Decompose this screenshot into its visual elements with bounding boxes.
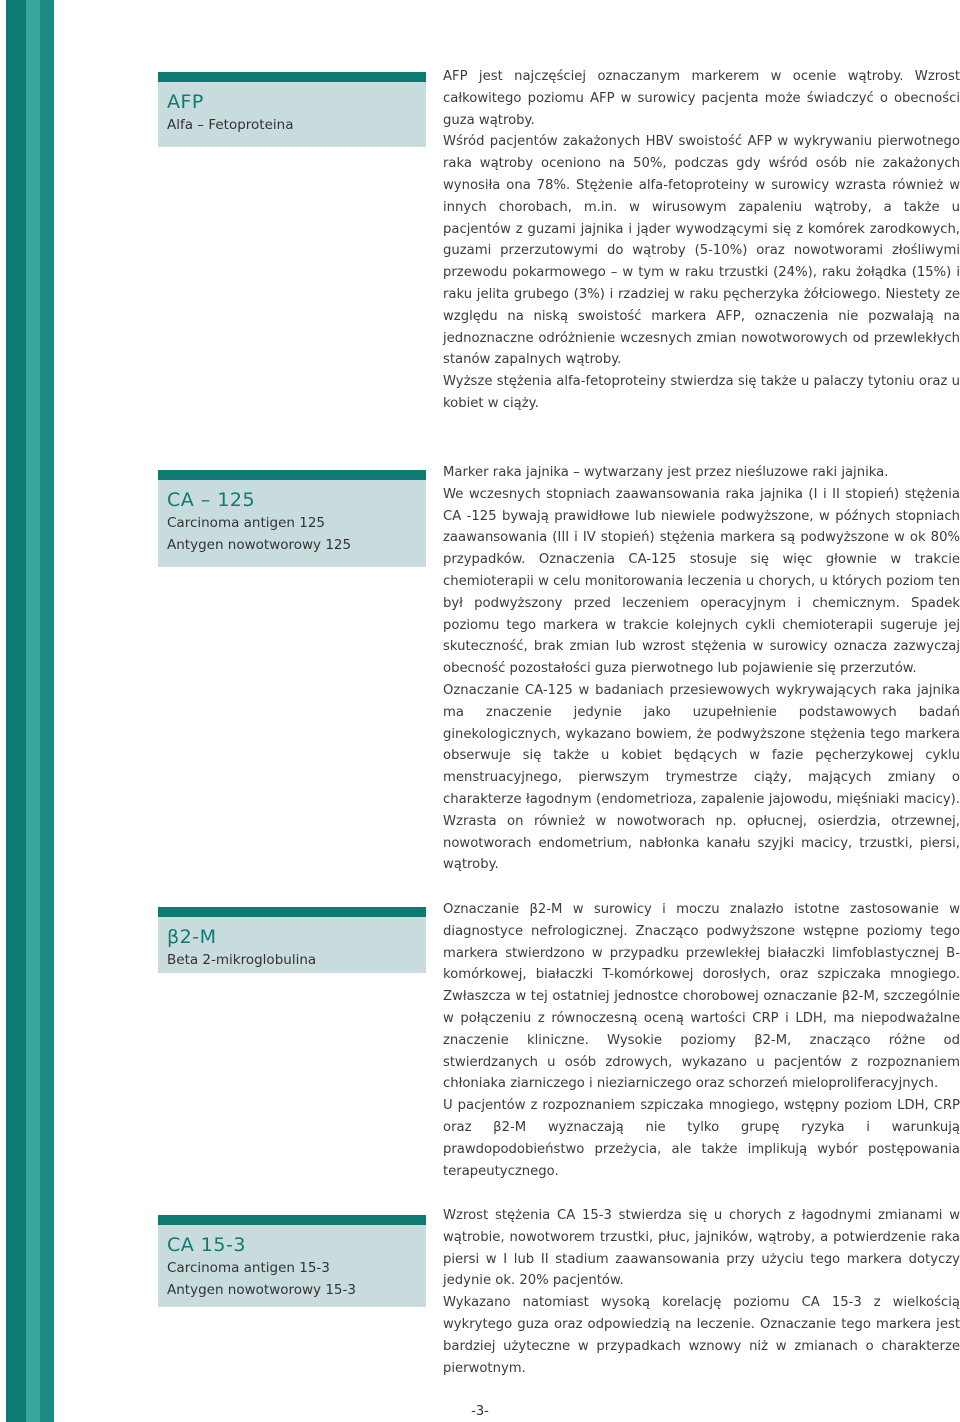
marker-label-afp <box>158 72 426 147</box>
marker-title: AFP <box>167 91 204 113</box>
page-number: -3- <box>471 1404 489 1419</box>
marker-title: CA 15-3 <box>167 1234 246 1256</box>
marker-description-ca125 <box>443 462 960 876</box>
marker-subtitle: Antygen nowotworowy 125 <box>167 537 352 553</box>
marker-description-afp <box>443 66 960 415</box>
marker-title: CA – 125 <box>167 489 256 511</box>
paragraph: Wśród pacjentów zakażonych HBV swoistość AFP w wykrywaniu pierwotnego raka wątroby oceniono na 50%, podczas gdy wśród osób nie zakażonych wynosiła ona 78%. Stężenie alfa-fetoproteiny w surowicy wzrasta również w innych chorobach, m.in. w wirusowym zapaleniu wątroby, a także u pacjentów z guzami jajnika i jąder wywodzącymi się z komórek zarodkowych, guzami przerzutowymi do wątroby (5-10%) oraz nowotworami złośliwymi przewodu pokarmowego – w tym w raku trzustki (24%), raku żołądka (15%) i raku jelita grubego (3%) i rzadziej w raku pęcherzyka żółciowego. Niestety ze względu na niską swoistość markera AFP, oznaczenia nie pozwalają na jednoznaczne odróżnienie wczesnych zmian nowotworowych od przewlekłych stanów zapalnych wątroby. <box>443 134 960 368</box>
decorative-stripe-light <box>26 0 40 1422</box>
marker-subtitle: Antygen nowotworowy 15-3 <box>167 1282 356 1298</box>
marker-subtitle: Alfa – Fetoproteina <box>167 117 294 133</box>
marker-label-ca125 <box>158 470 426 567</box>
paragraph: AFP jest najczęściej oznaczanym markerem w ocenie wątroby. Wzrost całkowitego poziomu AFP w surowicy pacjenta może świadczyć o obecności guza wątroby. <box>443 69 960 128</box>
paragraph: We wczesnych stopniach zaawansowania raka jajnika (I i II stopień) stężenia CA -125 bywają prawidłowe lub niewiele podwyższone, w późnych stopniach zaawansowania (III i IV stopień) stężenia markera są podwyższone w ok 80% przypadków. Oznaczenia CA-125 stosuje się więc głownie w trakcie chemioterapii w celu monitorowania leczenia u chorych, u których poziom ten był podwyższony przed leczeniem operacyjnym i chemicznym. Spadek poziomu tego markera w trakcie kolejnych cykli chemioterapii sugeruje jej skuteczność, brak zmian lub wzrost stężenia w surowicy oznacza zazwyczaj obecność pozostałości guza pierwotnego lub pojawienie się przerzutów. <box>443 486 960 677</box>
paragraph: Oznaczanie β2-M w surowicy i moczu znalazło istotne zastosowanie w diagnostyce nefrologicznej. Znacząco podwyższone wstępne poziomy tego markera stwierdzono w przypadku przewlekłej białaczki limfoblastycznej B-komórkowej, białaczki T-komórkowej dorosłych, oraz szpiczaka mnogiego. Zwłaszcza w tej ostatniej jednostce chorobowej oznaczanie β2-M, szczególnie w połączeniu z równoczesną oceną wartości CRP i LDH, ma niepodważalne znaczenie kliniczne. Wysokie poziomy β2-M, znacząco różne od stwierdzanych u osób zdrowych, wykazano u pacjentów z rozpoznaniem chłoniaka ziarniczego i nieziarniczego oraz schorzeń mieloproliferacyjnych. <box>443 902 960 1092</box>
marker-subtitle: Beta 2-mikroglobulina <box>167 952 317 968</box>
decorative-stripe-mid <box>40 0 54 1422</box>
decorative-stripe-dark <box>6 0 26 1422</box>
paragraph: Oznaczanie CA-125 w badaniach przesiewowych wykrywających raka jajnika ma znaczenie jedynie jako uzupełnienie podstawowych badań ginekologicznych, wykazano bowiem, że podwyższone stężenia tego markera obserwuje się także u kobiet będących w fazie pęcherzykowej cyklu menstruacyjnego, pierwszym trymestrze ciąży, mających zmiany o charakterze łagodnym (endometrioza, zapalenie jajowodu, mięśniaki macicy). Wzrasta on również w nowotworach np. opłucnej, osierdzia, otrzewnej, nowotworach endometrium, nabłonka kanału szyjki macicy, trzustki, piersi, wątroby. <box>443 682 960 873</box>
marker-subtitle: Carcinoma antigen 15-3 <box>167 1260 330 1276</box>
marker-label-ca153 <box>158 1215 426 1307</box>
paragraph: U pacjentów z rozpoznaniem szpiczaka mnogiego, wstępny poziom LDH, CRP oraz β2-M wyznaczają nie tylko grupę ryzyka i warunkują prawdopodobieństwo przeżycia, ale także implikują wybór postępowania terapeutycznego. <box>443 1098 960 1179</box>
paragraph: Wykazano natomiast wysoką korelację poziomu CA 15-3 z wielkością wykrytego guza oraz odpowiedzią na leczenie. Oznaczanie tego markera jest bardziej użyteczne w przypadkach wznowy niż w zmianach o charakterze pierwotnym. <box>443 1295 960 1376</box>
marker-description-b2m <box>443 899 960 1182</box>
marker-label-b2m <box>158 907 426 973</box>
paragraph: Wzrost stężenia CA 15-3 stwierdza się u chorych z łagodnymi zmianami w wątrobie, nowotworem trzustki, płuc, jajników, wątroby, a potwierdzenie raka piersi w I lub II stadium zaawansowania przy użyciu tego markera dotyczy jedynie ok. 20% pacjentów. <box>443 1208 960 1289</box>
paragraph: Marker raka jajnika – wytwarzany jest przez nieśluzowe raki jajnika. <box>443 465 889 480</box>
marker-subtitle: Carcinoma antigen 125 <box>167 515 326 531</box>
marker-description-ca153 <box>443 1205 960 1379</box>
paragraph: Wyższe stężenia alfa-fetoproteiny stwierdza się także u palaczy tytoniu oraz u kobiet w ciąży. <box>443 374 960 411</box>
marker-title: β2-M <box>167 926 217 948</box>
